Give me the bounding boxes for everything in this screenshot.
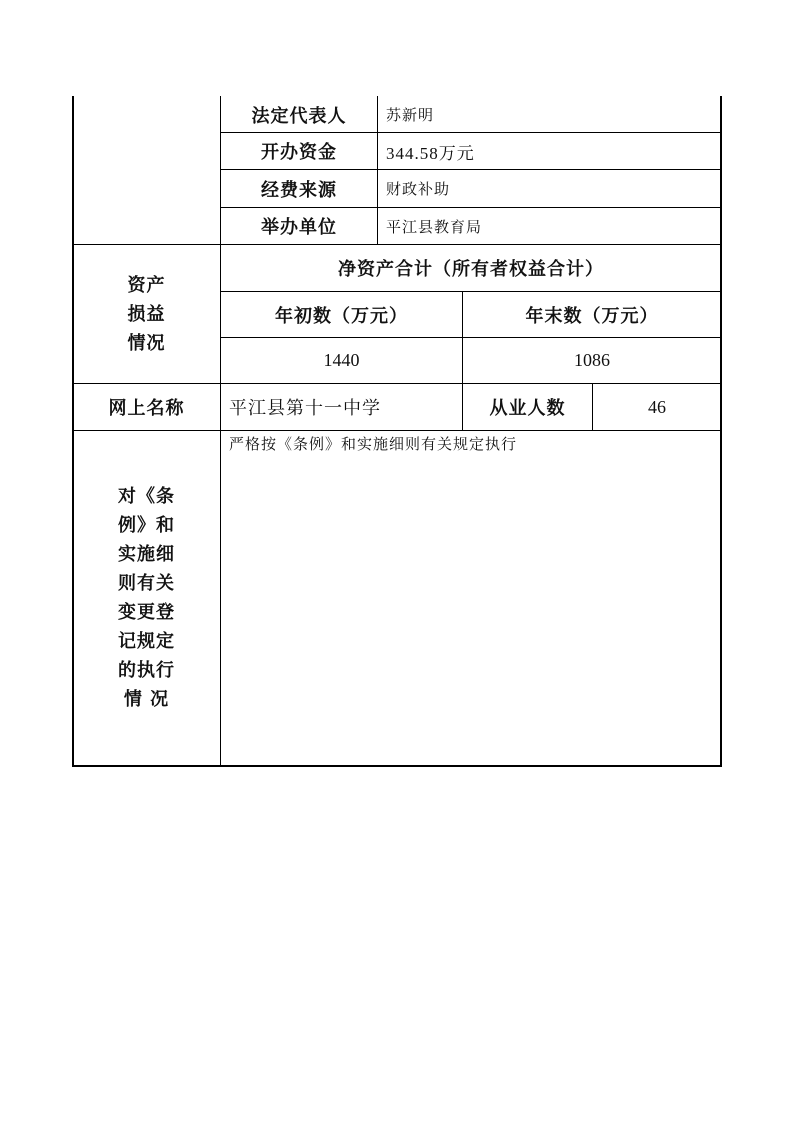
online-name-label: 网上名称 <box>108 398 185 419</box>
compliance-label-line: 变更登 <box>118 602 175 623</box>
sponsor-value: 平江县教育局 <box>386 217 483 236</box>
start-of-year-value: 1440 <box>323 350 360 370</box>
compliance-label-line: 情 况 <box>123 689 170 710</box>
table-right-border <box>720 96 722 766</box>
online-name-value: 平江县第十一中学 <box>229 398 381 419</box>
capital-label: 开办资金 <box>261 142 337 163</box>
capital-value: 344.58万元 <box>386 143 475 163</box>
staff-count-label: 从业人数 <box>489 398 566 419</box>
assets-label-line: 资产 <box>127 274 166 296</box>
compliance-label-line: 的执行 <box>118 660 175 681</box>
compliance-label-line: 实施细 <box>118 544 175 565</box>
start-of-year-header: 年初数（万元） <box>275 305 408 327</box>
net-assets-header: 净资产合计（所有者权益合计） <box>338 259 604 280</box>
assets-label-line: 损益 <box>127 303 166 325</box>
compliance-label-line: 记规定 <box>118 631 175 652</box>
end-of-year-value: 1086 <box>574 350 610 370</box>
funding-source-value: 财政补助 <box>386 180 451 198</box>
compliance-label <box>73 431 220 765</box>
assets-label-line: 情况 <box>127 332 166 354</box>
end-of-year-header: 年末数（万元） <box>525 305 659 327</box>
compliance-label-line: 则有关 <box>118 573 175 594</box>
compliance-label-line: 例》和 <box>118 515 175 536</box>
legal-rep-label: 法定代表人 <box>251 105 347 127</box>
compliance-label-line: 对《条 <box>118 486 175 507</box>
sponsor-label: 举办单位 <box>261 217 337 238</box>
compliance-text: 严格按《条例》和实施细则有关规定执行 <box>229 435 518 453</box>
legal-rep-value: 苏新明 <box>386 106 435 124</box>
funding-source-label: 经费来源 <box>261 179 337 201</box>
table-bottom-border <box>72 765 722 767</box>
assets-section-label <box>73 245 220 383</box>
staff-count-value: 46 <box>648 396 666 417</box>
